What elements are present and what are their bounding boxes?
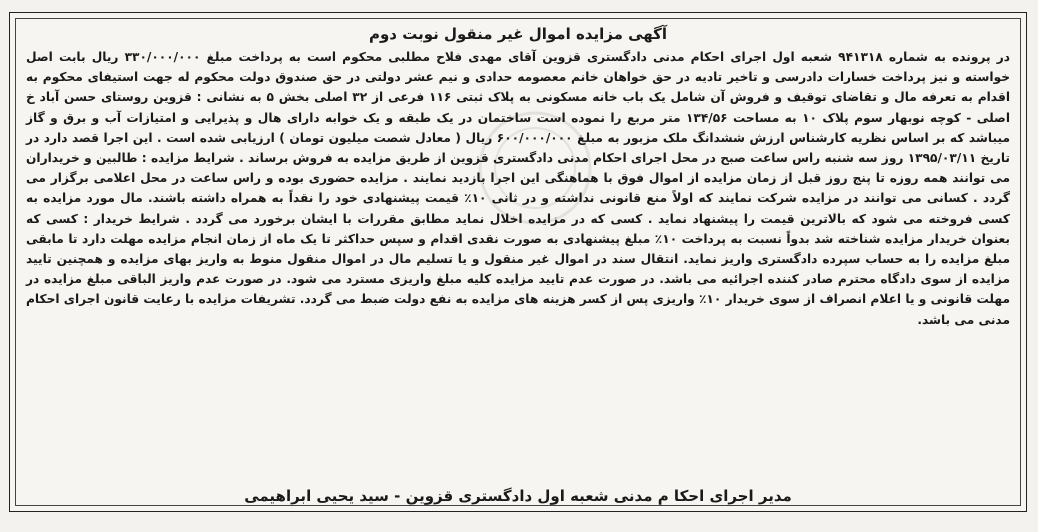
notice-frame	[9, 12, 1027, 512]
notice-main-text: در پرونده به شماره ۹۴۱۳۱۸ شعبه اول اجرای احکام مدنی دادگستری قزوین آقای مهدی فلاح مطلبی محکوم است به پرداخت مبلغ ۳۳۰/۰۰۰/۰۰۰ ریال بابت اصل خواسته و نیز پرداخت خسارات دادرسی و تاخیر تادیه در حق خواهان خانم معصومه حدادی و نیم عشر دولتی در حق صندوق دولت محکوم له جهت استیفای محکوم به اقدام به تعرفه مال و تقاضای توقیف و فروش آن شامل یک باب خانه مسکونی به پلاک ثبتی ۱۱۶ فرعی از ۳۲ اصلی بخش ۵ به نشانی : قزوین روستای حسن آباد خ اصلی - کوچه نوبهار سوم پلاک ۱۰ به مساحت ۱۳۴/۵۶ متر مربع را نموده است ساختمان در یک طبقه و یک خوابه دارای هال و پذیرایی و امتیازات آب و برق و گاز میباشد که بر اساس نظریه کارشناس ارزش ششدانگ ملک مزبور به مبلغ ۶۰۰/۰۰۰/۰۰۰ ریال ( معادل شصت میلیون تومان ) ارزیابی شده است . این اجرا قصد دارد در تاریخ ۱۳۹۵/۰۳/۱۱ روز سه شنبه راس ساعت صبح در محل اجرای احکام مدنی دادگستری قزوین از طریق مزایده به فروش برساند .	[26, 50, 1011, 166]
notice-title: آگهی مزایده اموال غیر منقول نوبت دوم	[368, 25, 668, 43]
notice-signature: مدیر اجرای احکا م مدنی شعبه اول دادگستری قزوین - سید یحیی ابراهیمی	[244, 487, 792, 505]
buyer-conditions: شرایط خریدار : کسی که بعنوان خریدار مزایده شناخته شد بدواً نسبت به پرداخت ۱۰٪ مبلغ پیشنهادی به صورت نقدی اقدام و سپس حداکثر تا یک ماه از زمان انجام مزایده مهلت دارد تا مابقی مبلغ مزایده را به حساب سپرده دادگستری واریز نماید. انتقال سند در اموال غیر منقول و یا تسلیم مال در اموال منقول منوط به واریز بهای مزایده و همچنین تایید مزایده از سوی دادگاه محترم صادر کننده اجرائیه می باشد. در صورت عدم تایید مزایده کلیه مبلغ واریزی مسترد می شود. در صورت عدم واریز الباقی مبلغ مزایده در مهلت قانونی و یا اعلام انصراف از سوی خریدار ۱۰٪ واریزی پس از کسر هزینه های مزایده به نفع دولت ضبط می گردد. تشریفات مزایده با رعایت قانون اجرای احکام مدنی می باشد.	[26, 211, 1011, 327]
notice-body	[26, 47, 1010, 330]
notice-inner-border	[15, 18, 1021, 506]
auction-conditions: شرایط مزایده : طالبین و خریداران می توانند همه روزه تا پنج روز قبل از زمان مزایده از اموال فوق با هماهنگی این اجرا بازدید نمایند . مزایده حضوری بوده و راس ساعت در محل اعلامی برگزار می گردد . کسانی می توانند در مزایده شرکت نمایند که اولاً منع قانونی نداشته و در ثانی ۱۰٪ قیمت پیشنهادی خود را نقداً به همراه داشته باشند. مال مورد مزایده به کسی فروخته می شود که بالاترین قیمت را پیشنهاد نماید . کسی که در مزایده اخلال نماید مطابق مقررات با ایشان برخورد می گردد .	[26, 151, 1010, 226]
